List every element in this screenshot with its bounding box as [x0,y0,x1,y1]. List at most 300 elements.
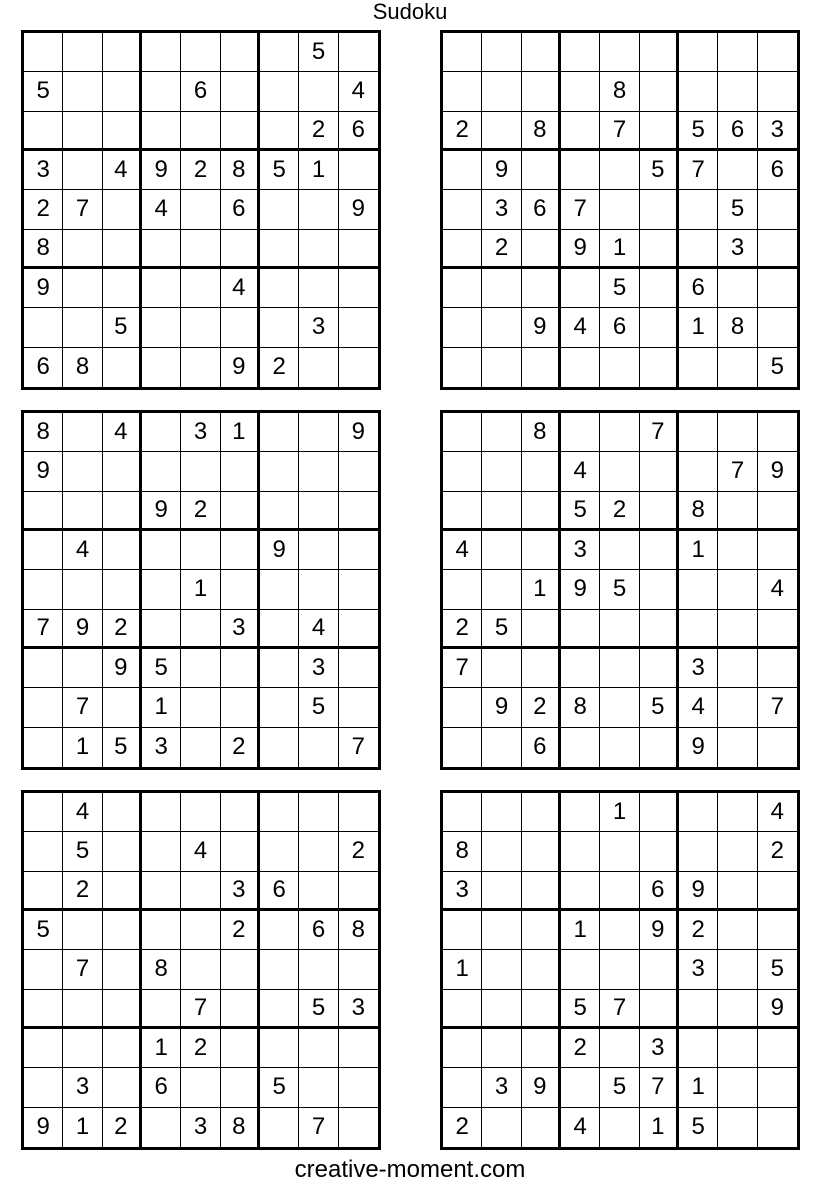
grid-cell: 3 [299,649,338,688]
grid-cell: 2 [260,348,299,387]
grid-cell [339,308,378,347]
grid-cell [561,33,600,72]
grid-cell: 6 [758,151,797,190]
grid-cell: 9 [260,531,299,570]
grid-cell: 9 [24,269,63,308]
grid-cell [181,649,220,688]
grid-cell [142,570,181,609]
grid-cell [443,728,482,767]
grid-cell [758,1068,797,1107]
grid-cell [561,950,600,989]
grid-cell: 7 [640,413,679,452]
grid-cell: 2 [103,610,142,649]
grid-cell [640,72,679,111]
grid-cell [221,1029,260,1068]
grid-cell [103,911,142,950]
grid-cell [640,348,679,387]
grid-cell: 4 [103,413,142,452]
grid-cell [718,728,757,767]
grid-cell: 3 [181,413,220,452]
grid-cell [640,308,679,347]
grid-cell [640,33,679,72]
grid-cell [679,990,718,1029]
grid-cell [679,1029,718,1068]
grid-cell: 9 [142,151,181,190]
grid-cell [181,610,220,649]
grid-cell [103,950,142,989]
grid-cell [600,348,639,387]
grid-cell [561,72,600,111]
grid-cell [600,872,639,911]
grid-cell: 1 [142,688,181,727]
grid-cell [24,308,63,347]
grid-cell: 8 [24,413,63,452]
grid-cell [299,793,338,832]
grid-cell [482,570,521,609]
grid-cell [758,33,797,72]
grid-cell [24,570,63,609]
grid-cell [443,72,482,111]
grid-cell [561,728,600,767]
grid-cell [443,1029,482,1068]
grid-cell [339,872,378,911]
grid-cell [103,570,142,609]
grid-cell [181,728,220,767]
grid-cell [221,950,260,989]
grid-cell: 8 [522,413,561,452]
grid-cell: 2 [482,230,521,269]
grid-cell: 3 [443,872,482,911]
grid-cell [142,452,181,491]
grid-cell [103,1029,142,1068]
sudoku-grid-3 [21,410,381,770]
grid-cell: 2 [181,1029,220,1068]
grid-cell [299,348,338,387]
grid-cell [181,190,220,229]
grid-cell: 3 [482,1068,521,1107]
grid-cell [63,649,102,688]
grid-cell [103,112,142,151]
grid-cell [600,832,639,871]
grid-cell [339,793,378,832]
grid-cell [718,1108,757,1147]
grid-cell [181,230,220,269]
grid-cell [339,269,378,308]
grid-cell [103,190,142,229]
grid-cell [24,1029,63,1068]
grid-cell: 5 [299,33,338,72]
grid-cell [679,348,718,387]
grid-cell: 4 [181,832,220,871]
grid-cell [63,151,102,190]
grid-cell [103,832,142,871]
grid-cell: 4 [299,610,338,649]
grid-cell [522,269,561,308]
grid-cell [443,990,482,1029]
grid-cell [221,688,260,727]
grid-cell: 9 [24,1108,63,1147]
grid-cell: 7 [600,112,639,151]
grid-cell: 7 [181,990,220,1029]
grid-cell [758,872,797,911]
grid-cell [600,151,639,190]
grid-cell [482,990,521,1029]
grid-cell: 2 [339,832,378,871]
grid-cell [482,793,521,832]
grid-cell: 2 [181,151,220,190]
grid-cell [181,688,220,727]
page-title: Sudoku [372,0,448,24]
grid-cell [640,950,679,989]
grid-cell [339,151,378,190]
grid-cell [63,308,102,347]
grid-cell [561,1068,600,1107]
grid-cell [103,688,142,727]
grid-cell: 9 [339,413,378,452]
grid-cell: 4 [758,570,797,609]
grid-cell [103,348,142,387]
grid-cell: 4 [63,793,102,832]
grid-cell: 7 [63,190,102,229]
grid-cell: 1 [600,793,639,832]
grid-cell [443,308,482,347]
grid-cell: 8 [718,308,757,347]
grid-cell [260,230,299,269]
grid-cell [679,190,718,229]
grid-cell [640,452,679,491]
grid-cell [103,269,142,308]
grid-cell [482,911,521,950]
grid-cell [600,688,639,727]
grid-cell [640,531,679,570]
grid-cell [522,348,561,387]
grid-cell: 8 [221,1108,260,1147]
grid-cell [718,348,757,387]
grid-cell [522,832,561,871]
grid-cell: 2 [299,112,338,151]
grid-cell [758,492,797,531]
grid-cell [443,793,482,832]
grid-cell [24,832,63,871]
grid-cell [260,190,299,229]
grid-cell: 3 [561,531,600,570]
grid-cell [24,112,63,151]
grid-cell [443,492,482,531]
grid-cell: 9 [482,151,521,190]
grid-cell [600,649,639,688]
grid-cell: 9 [679,728,718,767]
grid-cell [640,570,679,609]
grid-cell [522,649,561,688]
sudoku-grid-4 [440,410,800,770]
grid-cell [221,112,260,151]
grid-cell [640,990,679,1029]
grid-cell: 9 [221,348,260,387]
grid-cell [679,230,718,269]
grid-cell: 9 [679,872,718,911]
grid-cell [640,832,679,871]
grid-cell: 1 [443,950,482,989]
grid-cell: 5 [260,151,299,190]
grid-cell [482,649,521,688]
grid-cell [260,112,299,151]
grid-cell [718,531,757,570]
grid-cell [142,112,181,151]
grid-cell: 6 [339,112,378,151]
grid-cell: 2 [63,872,102,911]
grid-cell [142,269,181,308]
grid-cell [339,452,378,491]
grid-cell [482,413,521,452]
grid-cell [24,688,63,727]
grid-cell [339,33,378,72]
grid-cell: 6 [600,308,639,347]
grid-cell: 1 [679,308,718,347]
grid-cell [718,1068,757,1107]
grid-cell [221,308,260,347]
grid-cell [522,950,561,989]
grid-cell [758,1108,797,1147]
grid-cell [718,990,757,1029]
grid-cell: 1 [679,531,718,570]
grid-cell [103,230,142,269]
grid-cell [63,33,102,72]
grid-cell: 2 [181,492,220,531]
grid-cell: 2 [679,911,718,950]
grid-cell [260,911,299,950]
grid-cell [181,1068,220,1107]
grid-cell: 7 [63,688,102,727]
grid-cell: 5 [600,269,639,308]
grid-cell [63,492,102,531]
grid-cell: 6 [718,112,757,151]
grid-cell: 3 [339,990,378,1029]
grid-cell: 7 [718,452,757,491]
grid-cell [260,570,299,609]
grid-cell [640,649,679,688]
grid-cell: 9 [522,308,561,347]
grid-cell [339,570,378,609]
grid-cell: 9 [103,649,142,688]
grid-cell [443,269,482,308]
grid-cell [221,230,260,269]
grid-cell: 9 [24,452,63,491]
grid-cell [221,793,260,832]
grid-cell: 6 [640,872,679,911]
grid-cell: 5 [600,570,639,609]
grid-cell [339,1029,378,1068]
grid-cell [718,610,757,649]
grid-cell [260,452,299,491]
grid-cell [443,151,482,190]
grid-cell: 8 [443,832,482,871]
grid-cell: 5 [561,492,600,531]
grid-cell [339,531,378,570]
grid-cell: 3 [718,230,757,269]
grid-cell: 6 [24,348,63,387]
grid-cell: 4 [561,1108,600,1147]
grid-cell [718,269,757,308]
grid-cell [522,33,561,72]
grid-cell [299,190,338,229]
grid-cell: 3 [24,151,63,190]
grid-cell [103,990,142,1029]
grid-cell: 3 [679,649,718,688]
grid-cell: 3 [640,1029,679,1068]
grid-cell [522,1029,561,1068]
grid-cell [600,531,639,570]
grid-cell [482,308,521,347]
grid-cell: 6 [522,728,561,767]
grid-cell: 4 [63,531,102,570]
grid-cell [260,1108,299,1147]
grid-cell [103,492,142,531]
grid-cell: 2 [443,112,482,151]
grid-cell: 3 [181,1108,220,1147]
grid-cell [600,33,639,72]
grid-cell [522,793,561,832]
grid-cell [221,832,260,871]
grid-cell [221,72,260,111]
grid-cell [522,151,561,190]
grid-cell [142,413,181,452]
grid-cell [718,492,757,531]
grid-cell [522,1108,561,1147]
grid-cell [561,413,600,452]
grid-cell [758,190,797,229]
grid-cell [600,950,639,989]
grid-cell: 2 [522,688,561,727]
grid-cell [443,348,482,387]
grid-cell [482,112,521,151]
grid-cell [260,728,299,767]
grid-cell [482,832,521,871]
grid-cell: 8 [561,688,600,727]
grid-cell [63,570,102,609]
grid-cell: 6 [181,72,220,111]
grid-cell [443,1068,482,1107]
grid-cell [63,990,102,1029]
grid-cell [299,531,338,570]
grid-cell: 4 [221,269,260,308]
grid-cell: 4 [339,72,378,111]
grid-cell: 3 [221,610,260,649]
grid-cell: 2 [221,911,260,950]
grid-cell: 7 [640,1068,679,1107]
grid-cell: 5 [718,190,757,229]
grid-cell [142,33,181,72]
grid-cell [640,269,679,308]
grid-cell [718,72,757,111]
grid-cell [103,872,142,911]
grid-cell [142,230,181,269]
grid-cell [443,33,482,72]
grid-cell [339,649,378,688]
grid-cell [221,570,260,609]
grid-cell: 1 [63,728,102,767]
grid-cell [103,72,142,111]
grid-cell [260,413,299,452]
grid-cell [299,832,338,871]
grid-cell: 7 [299,1108,338,1147]
grid-cell: 5 [63,832,102,871]
grid-cell [522,72,561,111]
grid-cell [260,950,299,989]
grid-cell: 5 [299,990,338,1029]
grid-cell [640,190,679,229]
grid-cell [561,793,600,832]
grid-cell [142,832,181,871]
grid-cell [299,950,338,989]
grid-cell [482,33,521,72]
grid-cell [260,793,299,832]
grid-cell [260,610,299,649]
grid-cell [679,610,718,649]
grid-cell [600,452,639,491]
grid-cell [24,492,63,531]
grid-cell: 1 [600,230,639,269]
grid-cell: 3 [142,728,181,767]
grid-cell: 6 [522,190,561,229]
grid-cell [181,793,220,832]
grid-cell: 5 [103,308,142,347]
grid-cell [600,1108,639,1147]
grid-cell [758,728,797,767]
grid-cell [443,230,482,269]
grid-cell [260,33,299,72]
grid-cell [24,793,63,832]
grid-cell [339,492,378,531]
grid-cell: 6 [299,911,338,950]
grid-cell [522,610,561,649]
grid-cell: 1 [522,570,561,609]
grid-cell: 6 [260,872,299,911]
grid-cell [482,492,521,531]
grid-cell [299,872,338,911]
grid-cell [103,793,142,832]
grid-cell: 4 [443,531,482,570]
grid-cell [443,688,482,727]
grid-cell: 9 [482,688,521,727]
grid-cell [679,72,718,111]
grid-cell [181,112,220,151]
grid-cell [758,413,797,452]
grid-cell [561,832,600,871]
grid-cell [181,452,220,491]
grid-cell: 4 [561,308,600,347]
grid-cell [561,872,600,911]
grid-cell [260,832,299,871]
grid-cell: 9 [142,492,181,531]
grid-cell [260,269,299,308]
grid-cell: 6 [221,190,260,229]
grid-cell [443,190,482,229]
grid-cell [561,348,600,387]
grid-cell [142,1108,181,1147]
sudoku-grid-6 [440,790,800,1150]
grid-cell [221,531,260,570]
grid-cell [260,72,299,111]
grid-cell: 8 [522,112,561,151]
grid-cell [758,531,797,570]
grid-cell [522,872,561,911]
grid-cell [142,990,181,1029]
grid-cell [443,413,482,452]
grid-cell: 4 [679,688,718,727]
grid-cell [718,649,757,688]
grid-cell [142,308,181,347]
grid-cell [640,112,679,151]
